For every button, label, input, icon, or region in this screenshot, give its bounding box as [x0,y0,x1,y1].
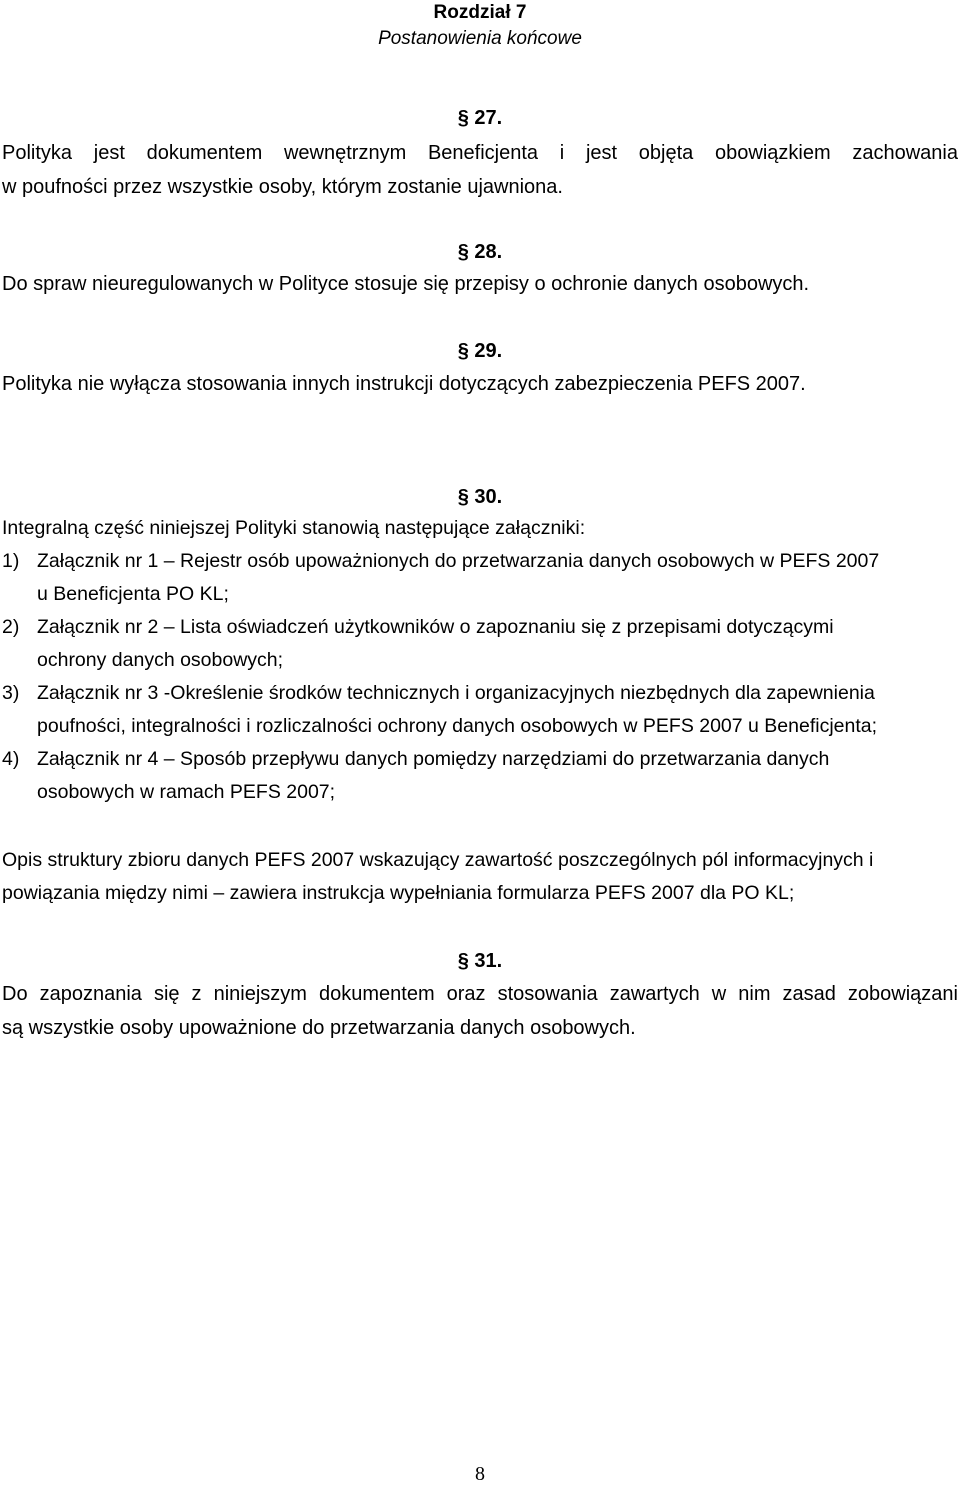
attachment-item-1 [2,545,958,611]
section-27-line-1: Polityka jest dokumentem wewnętrznym Beneficjenta i jest objęta obowiązkiem zachowania [2,142,958,164]
attachment-line: Załącznik nr 4 – Sposób przepływu danych pomiędzy narzędziami do przetwarzania danych [37,748,830,770]
section-30-heading: § 30. [457,486,503,508]
section-30-intro: Integralną część niniejszej Polityki stanowią następujące załączniki: [2,517,586,539]
attachment-line: Załącznik nr 3 -Określenie środków technicznych i organizacyjnych niezbędnych dla zapewnienia [37,682,875,704]
chapter-subtitle: Postanowienia końcowe [378,28,582,49]
chapter-title: Rozdział 7 [433,2,527,23]
page-number: 8 [475,1463,485,1485]
section-30-closing-line-2: powiązania między nimi – zawiera instrukcja wypełniania formularza PEFS 2007 dla PO KL; [2,882,795,904]
attachment-item-2 [2,611,958,677]
section-31-text [2,977,958,1045]
section-28-text [2,267,958,301]
attachment-line: Załącznik nr 2 – Lista oświadczeń użytkowników o zapoznaniu się z przepisami dotyczącymi [37,616,834,638]
attachment-item-3 [2,677,958,743]
attachment-number: 4) [2,748,20,770]
section-30-closing [2,844,958,910]
attachment-number: 3) [2,682,20,704]
attachment-line: poufności, integralności i rozliczalności ochrony danych osobowych w PEFS 2007 u Beneficjenta; [37,715,878,737]
section-31-line-1: Do zapoznania się z niniejszym dokumentem oraz stosowania zawartych w nim zasad zobowiązani [2,983,958,1005]
attachment-number: 1) [2,550,20,572]
attachment-line: osobowych w ramach PEFS 2007; [37,781,336,803]
section-27-text [2,136,958,204]
attachment-item-4 [2,743,958,809]
attachment-line: ochrony danych osobowych; [37,649,284,671]
attachment-line: Załącznik nr 1 – Rejestr osób upoważnionych do przetwarzania danych osobowych w PEFS 2007 [37,550,880,572]
section-31-line-2: są wszystkie osoby upoważnione do przetwarzania danych osobowych. [2,1017,636,1039]
section-28-heading: § 28. [457,241,503,263]
section-27-heading: § 27. [457,107,503,129]
attachment-line: u Beneficjenta PO KL; [37,583,229,605]
section-29-heading: § 29. [457,340,503,362]
section-28-line-1: Do spraw nieuregulowanych w Polityce stosuje się przepisy o ochronie danych osobowych. [2,273,810,295]
section-30-attachments [2,512,958,809]
section-27-line-2: w poufności przez wszystkie osoby, którym zostanie ujawniona. [2,176,563,198]
attachment-number: 2) [2,616,20,638]
section-30-closing-line-1: Opis struktury zbioru danych PEFS 2007 wskazujący zawartość poszczególnych pól informacyjnych i [2,849,874,871]
section-31-heading: § 31. [457,950,503,972]
section-29-text [2,367,958,401]
section-29-line-1: Polityka nie wyłącza stosowania innych instrukcji dotyczących zabezpieczenia PEFS 2007. [2,373,806,395]
